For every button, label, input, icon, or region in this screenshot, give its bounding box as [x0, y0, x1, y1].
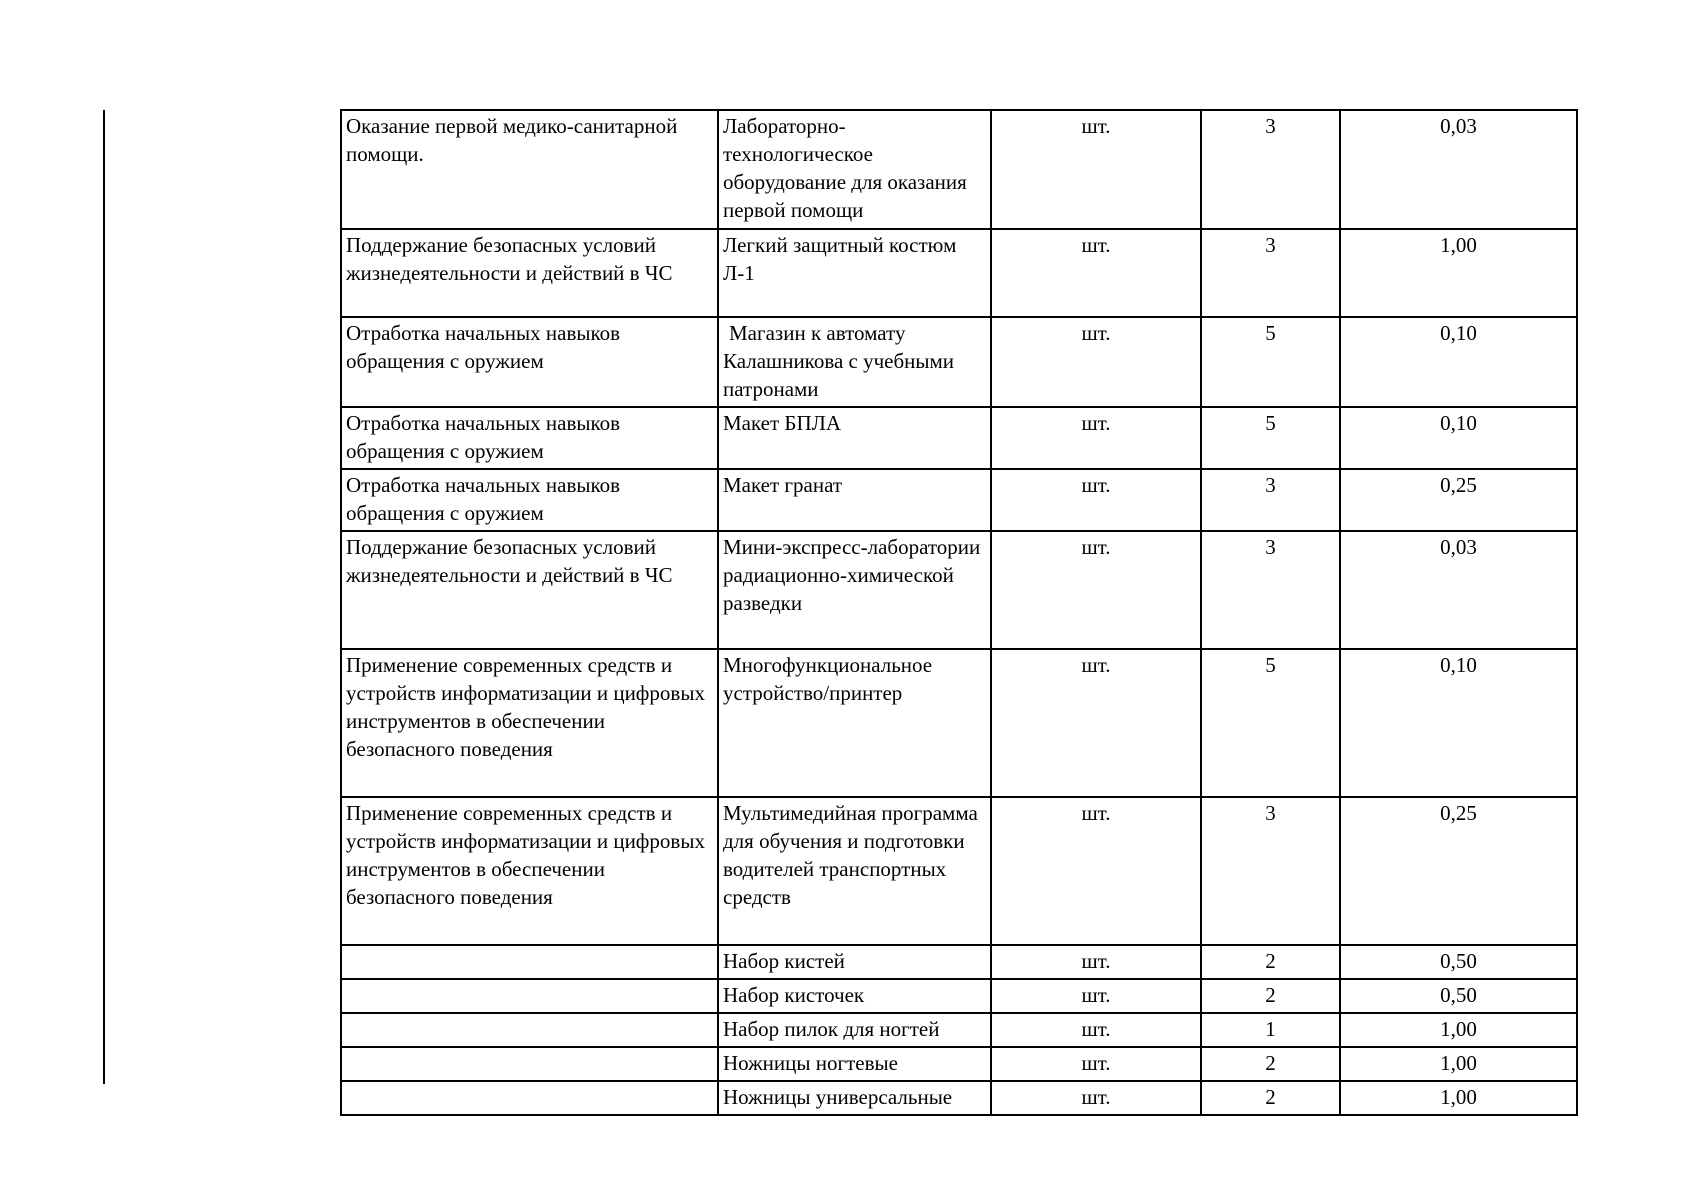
ratio-cell: 0,10	[1340, 407, 1577, 469]
table-row	[341, 407, 1577, 469]
item-cell: Легкий защитный костюм Л-1	[718, 229, 991, 317]
ratio-cell: 1,00	[1340, 1013, 1577, 1047]
item-text: Магазин к автомату Калашникова с учебными патронами	[723, 321, 955, 401]
table-row	[341, 229, 1577, 317]
equipment-table	[340, 109, 1578, 1116]
unit-cell: шт.	[991, 407, 1201, 469]
unit-cell: шт.	[991, 317, 1201, 407]
item-cell: Ножницы универсальные	[718, 1081, 991, 1115]
left-margin-rule	[103, 110, 105, 1084]
quantity-cell: 5	[1201, 407, 1340, 469]
purpose-cell	[341, 945, 718, 979]
quantity-cell: 1	[1201, 1013, 1340, 1047]
purpose-cell: Применение современных средств и устройств информатизации и цифровых инструментов в обеспечении безопасного поведения	[341, 649, 718, 797]
item-cell: Набор пилок для ногтей	[718, 1013, 991, 1047]
item-cell: Набор кисточек	[718, 979, 991, 1013]
quantity-cell: 2	[1201, 1047, 1340, 1081]
ratio-cell: 1,00	[1340, 1047, 1577, 1081]
ratio-cell: 0,50	[1340, 945, 1577, 979]
table-row	[341, 317, 1577, 407]
quantity-cell: 3	[1201, 469, 1340, 531]
ratio-cell: 0,50	[1340, 979, 1577, 1013]
table-row	[341, 469, 1577, 531]
item-cell: Мультимедийная программа для обучения и подготовки водителей транспортных средств	[718, 797, 991, 945]
quantity-cell: 5	[1201, 649, 1340, 797]
quantity-cell: 2	[1201, 1081, 1340, 1115]
purpose-cell	[341, 1047, 718, 1081]
unit-cell: шт.	[991, 797, 1201, 945]
quantity-cell: 2	[1201, 979, 1340, 1013]
table-row	[341, 1047, 1577, 1081]
ratio-cell: 0,03	[1340, 110, 1577, 229]
unit-cell: шт.	[991, 945, 1201, 979]
purpose-cell	[341, 979, 718, 1013]
unit-cell: шт.	[991, 979, 1201, 1013]
ratio-cell: 1,00	[1340, 1081, 1577, 1115]
unit-cell: шт.	[991, 649, 1201, 797]
item-cell: Макет гранат	[718, 469, 991, 531]
purpose-cell: Применение современных средств и устройств информатизации и цифровых инструментов в обеспечении безопасного поведения	[341, 797, 718, 945]
purpose-cell: Оказание первой медико-санитарной помощи.	[341, 110, 718, 229]
quantity-cell: 3	[1201, 797, 1340, 945]
unit-cell: шт.	[991, 110, 1201, 229]
unit-cell: шт.	[991, 469, 1201, 531]
purpose-cell: Поддержание безопасных условий жизнедеятельности и действий в ЧС	[341, 531, 718, 649]
quantity-cell: 2	[1201, 945, 1340, 979]
quantity-cell: 3	[1201, 110, 1340, 229]
quantity-cell: 3	[1201, 229, 1340, 317]
unit-cell: шт.	[991, 1047, 1201, 1081]
ratio-cell: 0,03	[1340, 531, 1577, 649]
item-cell: Ножницы ногтевые	[718, 1047, 991, 1081]
purpose-cell: Отработка начальных навыков обращения с оружием	[341, 317, 718, 407]
ratio-cell: 0,10	[1340, 317, 1577, 407]
ratio-cell: 0,25	[1340, 469, 1577, 531]
table-row	[341, 979, 1577, 1013]
ratio-cell: 0,10	[1340, 649, 1577, 797]
quantity-cell: 5	[1201, 317, 1340, 407]
table-row	[341, 531, 1577, 649]
purpose-cell	[341, 1013, 718, 1047]
ratio-cell: 0,25	[1340, 797, 1577, 945]
unit-cell: шт.	[991, 531, 1201, 649]
purpose-cell: Поддержание безопасных условий жизнедеятельности и действий в ЧС	[341, 229, 718, 317]
item-cell: Набор кистей	[718, 945, 991, 979]
item-cell: Лабораторно-технологическое оборудование для оказания первой помощи	[718, 110, 991, 229]
table-row	[341, 1013, 1577, 1047]
table-row	[341, 649, 1577, 797]
table-row	[341, 945, 1577, 979]
unit-cell: шт.	[991, 1081, 1201, 1115]
unit-cell: шт.	[991, 229, 1201, 317]
unit-cell: шт.	[991, 1013, 1201, 1047]
purpose-cell: Отработка начальных навыков обращения с оружием	[341, 407, 718, 469]
item-cell: Многофункциональное устройство/принтер	[718, 649, 991, 797]
table-row	[341, 110, 1577, 229]
table-row	[341, 1081, 1577, 1115]
purpose-cell: Отработка начальных навыков обращения с оружием	[341, 469, 718, 531]
ratio-cell: 1,00	[1340, 229, 1577, 317]
item-cell	[718, 317, 991, 407]
purpose-cell	[341, 1081, 718, 1115]
item-cell: Макет БПЛА	[718, 407, 991, 469]
quantity-cell: 3	[1201, 531, 1340, 649]
table-row	[341, 797, 1577, 945]
item-cell: Мини-экспресс-лаборатории радиационно-химической разведки	[718, 531, 991, 649]
